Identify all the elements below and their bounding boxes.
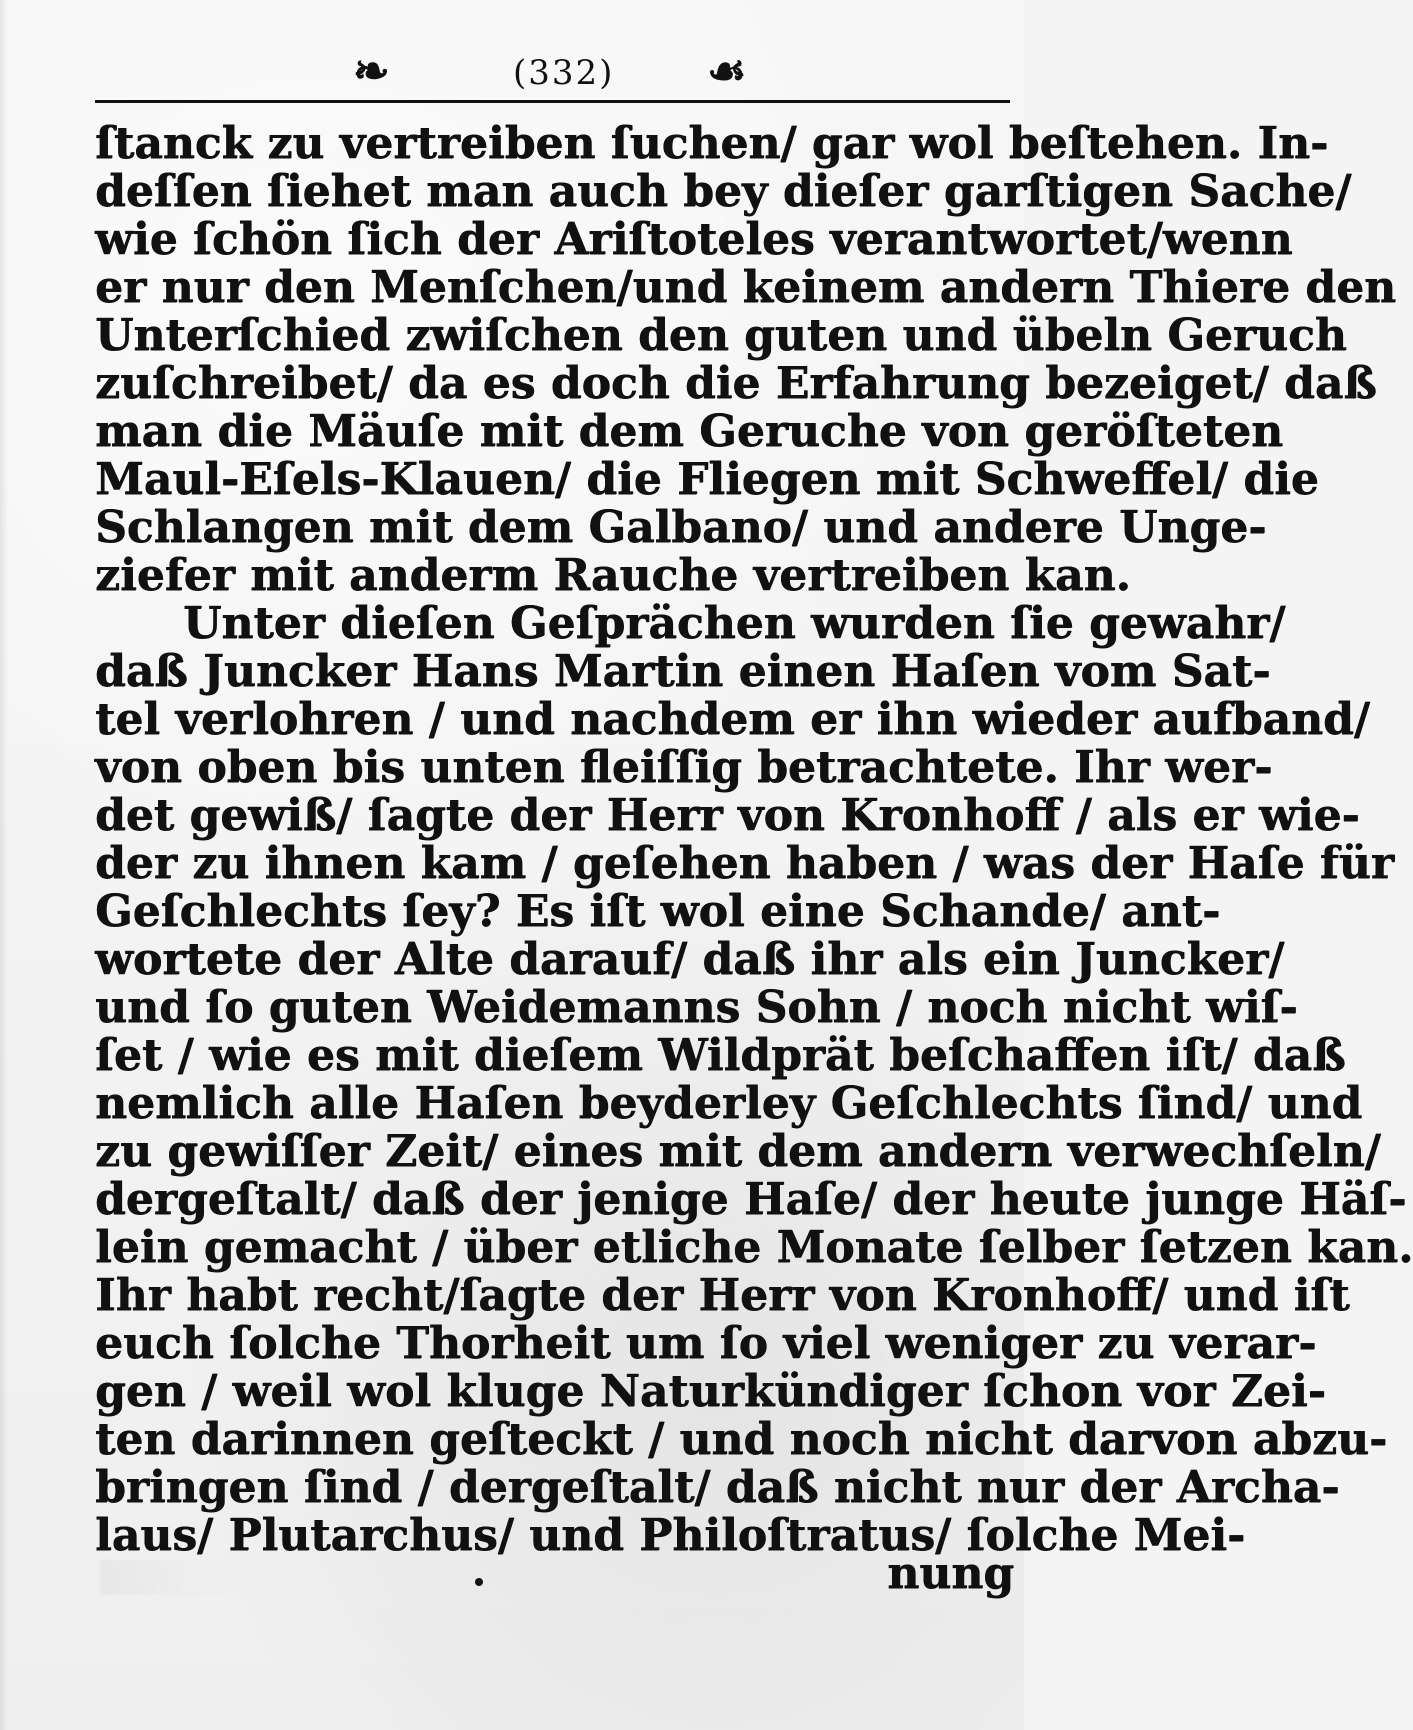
text-line-22: zu gewiſſer Zeit/ eines mit dem andern verwechſeln/	[95, 1126, 1381, 1177]
page-header	[95, 42, 1015, 114]
text-line-17: Geſchlechts ſey? Es iſt wol eine Schande/ ant-	[95, 886, 1221, 937]
page-shadow-edge	[0, 0, 8, 1730]
text-line-28: ten darinnen geſteckt / und noch nicht darvon abzu-	[95, 1414, 1388, 1465]
text-line-26: euch ſolche Thorheit um ſo viel weniger zu verar-	[95, 1318, 1317, 1369]
text-line-12: daß Juncker Hans Martin einen Haſen vom Sat-	[95, 646, 1271, 697]
right-header-ornament: ☙	[707, 46, 748, 97]
text-line-10: ziefer mit anderm Rauche vertreiben kan.	[95, 550, 1131, 601]
left-header-ornament: ❧	[353, 46, 391, 97]
header-rule	[95, 100, 1010, 103]
text-line-29: bringen ſind / dergeſtalt/ daß nicht nur der Archa-	[95, 1462, 1340, 1513]
text-line-23: dergeſtalt/ daß der jenige Haſe/ der heute junge Häſ-	[95, 1174, 1407, 1225]
text-line-6: zuſchreibet/ da es doch die Erfahrung bezeiget/ daß	[95, 358, 1377, 409]
text-line-21: nemlich alle Haſen beyderley Geſchlechts ſind/ und	[95, 1078, 1363, 1129]
text-line-14: von oben bis unten fleiſſig betrachtete. Ihr wer-	[95, 742, 1273, 793]
text-line-13: tel verlohren / und nachdem er ihn wieder aufband/	[95, 694, 1370, 745]
text-line-7: man die Mäuſe mit dem Geruche von geröſteten	[95, 406, 1284, 457]
text-line-16: der zu ihnen kam / geſehen haben / was der Haſe für	[95, 838, 1394, 889]
text-line-18: wortete der Alte darauf/ daß ihr als ein Juncker/	[95, 934, 1285, 985]
text-line-4: er nur den Menſchen/und keinem andern Thiere den	[95, 262, 1397, 313]
text-line-8: Maul-Eſels-Klauen/ die Fliegen mit Schweffel/ die	[95, 454, 1319, 505]
text-line-2: deſſen ſiehet man auch bey dieſer garſtigen Sache/	[95, 166, 1352, 217]
text-line-9: Schlangen mit dem Galbano/ und andere Unge-	[95, 502, 1267, 553]
text-line-19: und ſo guten Weidemanns Sohn / noch nicht wiſ-	[95, 982, 1298, 1033]
text-line-11: Unter dieſen Geſprächen wurden ſie gewahr/	[183, 598, 1286, 649]
text-line-5: Unterſchied zwiſchen den guten und übeln Geruch	[95, 310, 1347, 361]
text-line-27: gen / weil wol kluge Naturkündiger ſchon vor Zei-	[95, 1366, 1326, 1417]
text-line-15: det gewiß/ ſagte der Herr von Kronhoff / als er wie-	[95, 790, 1360, 841]
catchword: nung	[887, 1548, 1014, 1599]
text-line-20: ſet / wie es mit dieſem Wildprät beſchaffen iſt/ daß	[95, 1030, 1346, 1081]
ink-dot	[475, 1578, 483, 1586]
text-line-24: lein gemacht / über etliche Monate ſelber ſetzen kan.	[95, 1222, 1413, 1273]
text-line-25: Ihr habt recht/ſagte der Herr von Kronhoff/ und iſt	[95, 1270, 1350, 1321]
text-line-1: ſtanck zu vertreiben ſuchen/ gar wol beſtehen. In-	[95, 118, 1329, 169]
main-text-block	[95, 118, 1413, 1561]
bleed-through-mark	[100, 1560, 260, 1595]
text-line-30: laus/ Plutarchus/ und Philoſtratus/ ſolche Mei-	[95, 1510, 1246, 1561]
page-number: (332)	[513, 53, 615, 93]
text-line-3: wie ſchön ſich der Ariſtoteles verantwortet/wenn	[95, 214, 1293, 265]
